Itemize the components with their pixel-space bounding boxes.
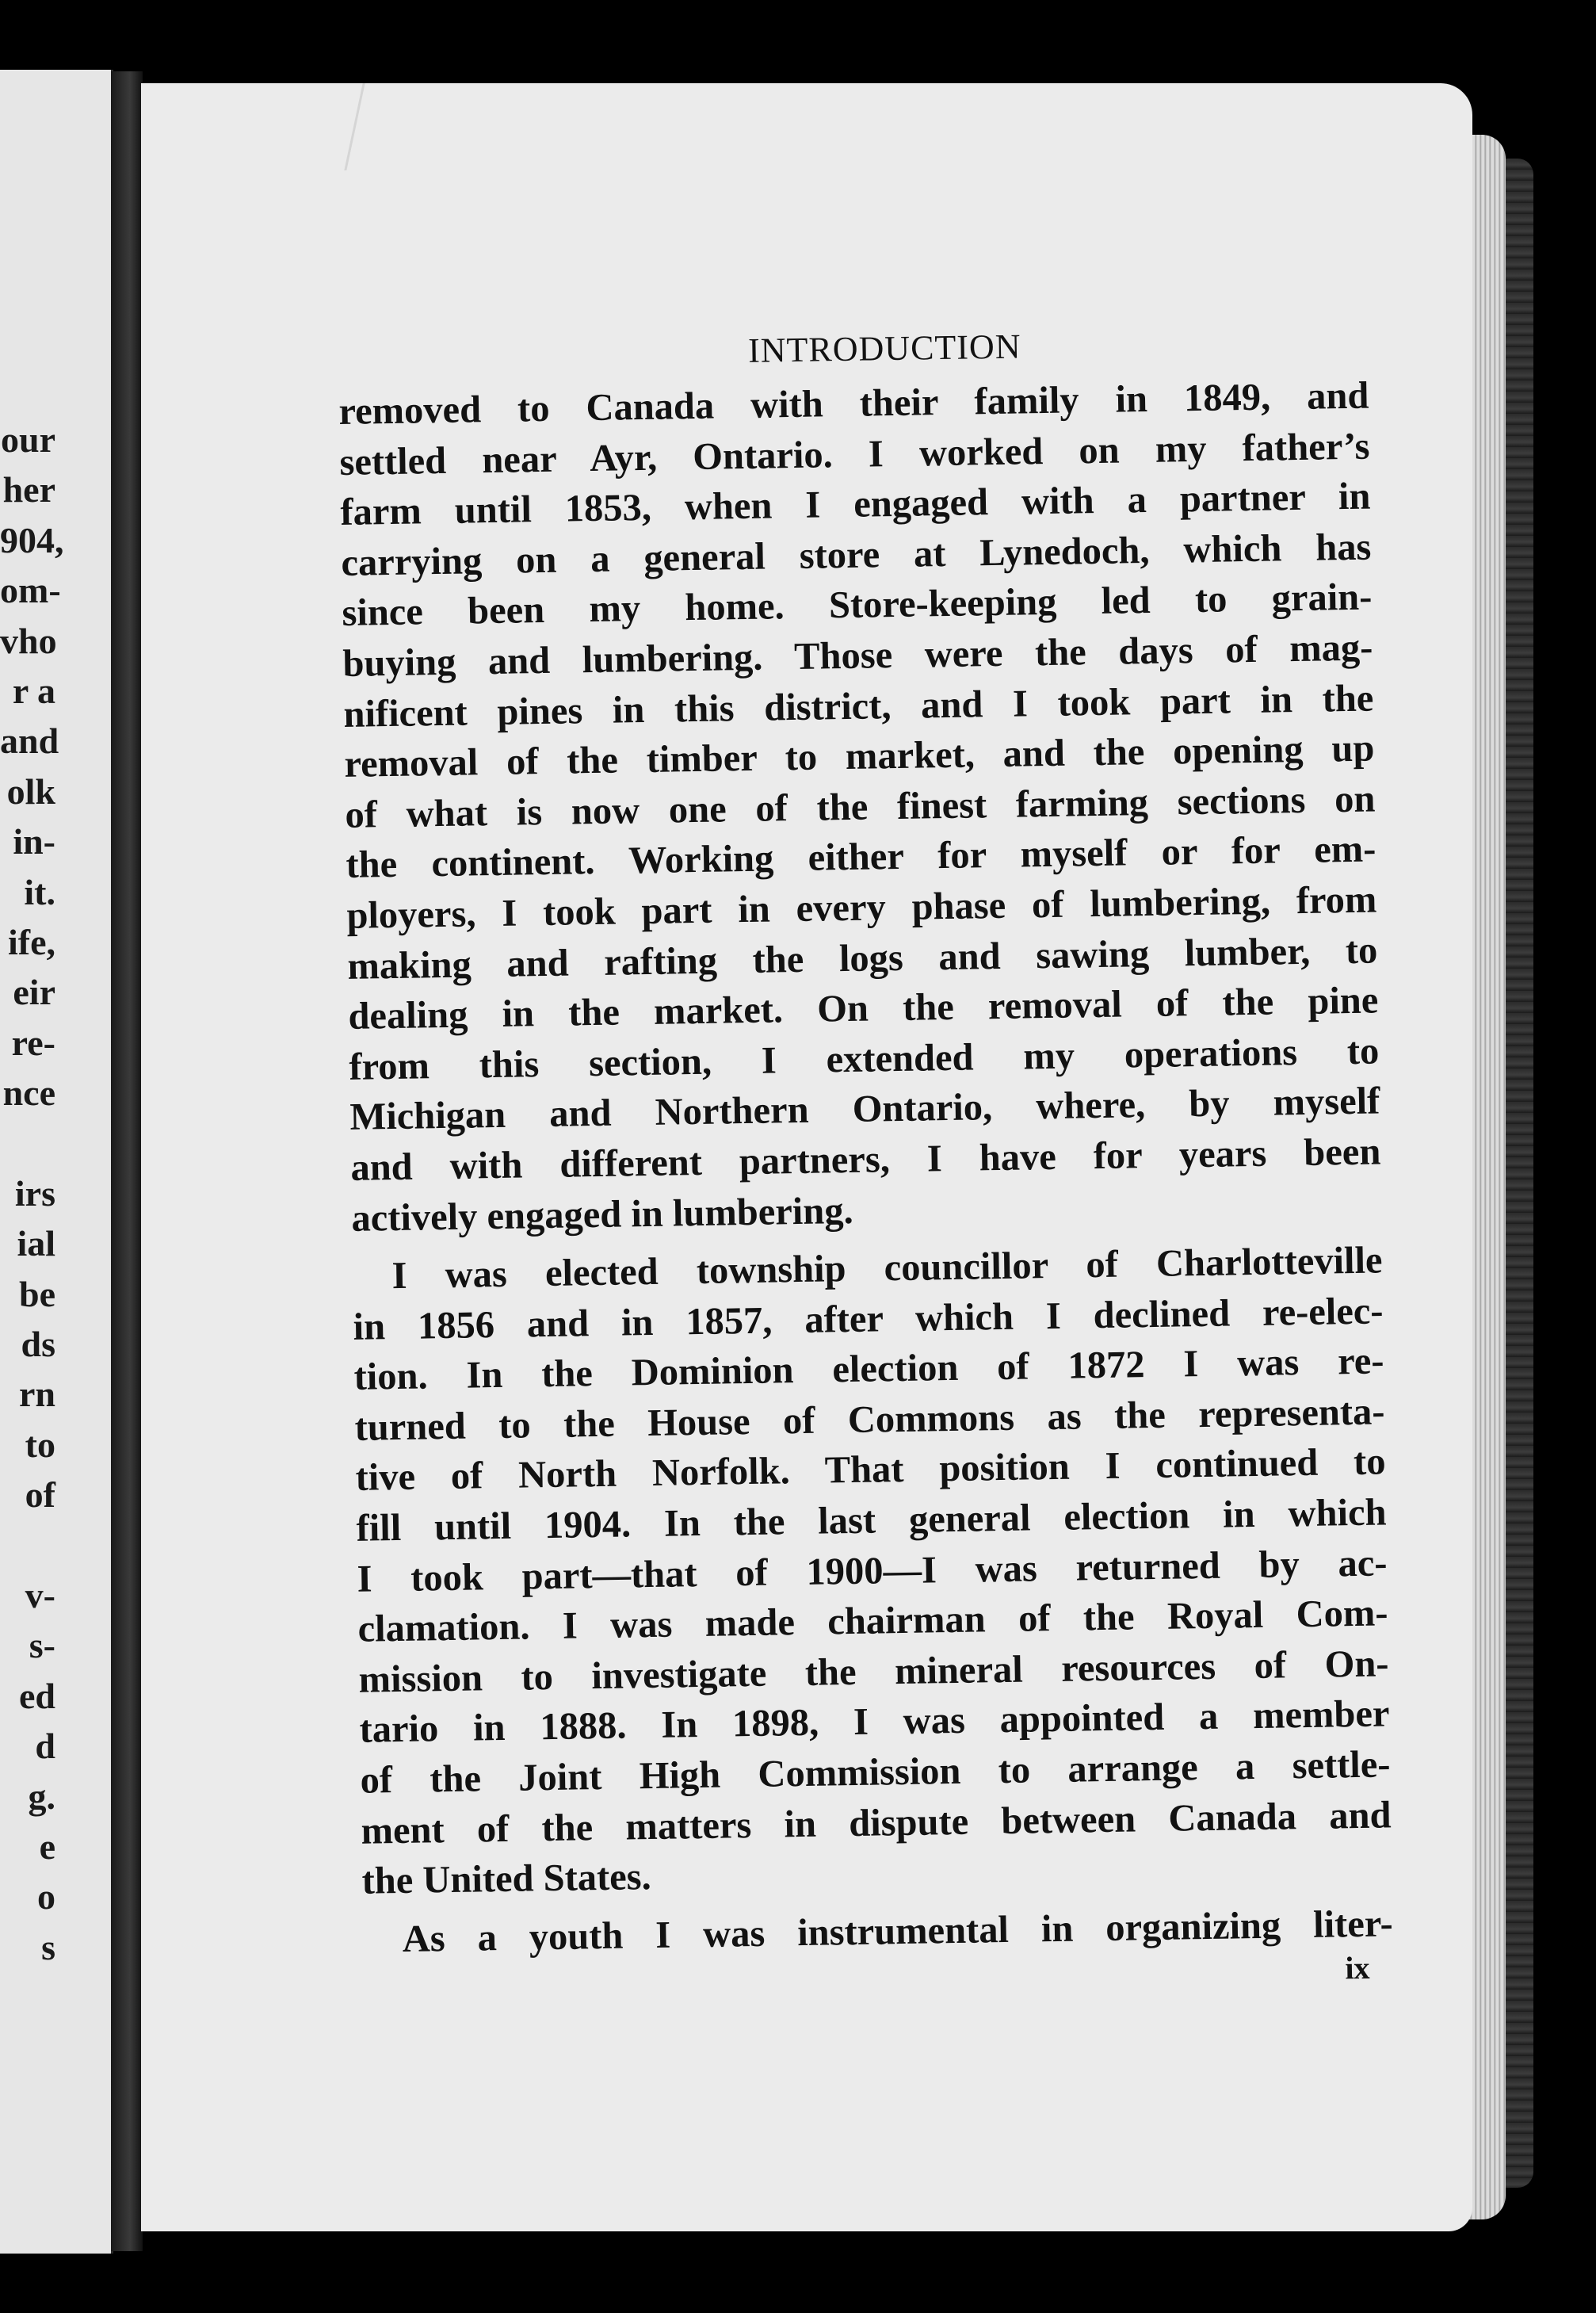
text-line: tive of North Norfolk. That position I continued to xyxy=(355,1440,1386,1500)
text-line: buying and lumbering. Those were the days of mag- xyxy=(342,626,1373,685)
left-page-fragment: ial xyxy=(17,1223,55,1264)
text-line: making and rafting the logs and sawing lumber, to xyxy=(347,929,1378,988)
left-page-text-fragments xyxy=(0,415,111,1972)
text-line: of what is now one of the finest farming sections on xyxy=(345,778,1376,836)
text-line: farm until 1853, when I engaged with a partner in xyxy=(340,475,1371,534)
left-page-fragment: of xyxy=(25,1474,55,1516)
text-line: in 1856 and in 1857, after which I declined re-elec- xyxy=(353,1290,1384,1348)
left-page-fragment: o xyxy=(37,1876,55,1917)
left-page-fragment: rn xyxy=(19,1374,55,1415)
text-line: I was elected township councillor of Charlotteville xyxy=(391,1239,1383,1298)
left-page-fragment: s xyxy=(41,1926,55,1967)
left-page-fragment: and xyxy=(0,721,59,762)
text-line: from this section, I extended my operations to xyxy=(349,1030,1380,1088)
left-facing-page xyxy=(0,70,113,2254)
page-content xyxy=(338,321,1394,2003)
left-page-fragment: vho xyxy=(0,620,57,661)
page-crease xyxy=(344,83,388,170)
left-page-fragment: e xyxy=(39,1826,55,1867)
left-page-fragment: nce xyxy=(2,1072,55,1114)
text-line: tion. In the Dominion election of 1872 I was re- xyxy=(353,1340,1384,1399)
text-line: settled near Ayr, Ontario. I worked on my father’s xyxy=(339,425,1370,484)
left-page-fragment: her xyxy=(2,469,55,510)
left-page-fragment: g. xyxy=(28,1776,55,1817)
text-line: and with different partners, I have for years been xyxy=(350,1130,1381,1189)
body-text xyxy=(338,371,1393,1966)
left-page-fragment: it. xyxy=(24,871,55,912)
left-page-fragment: olk xyxy=(6,770,55,812)
page-number: ix xyxy=(1345,1950,1370,1986)
text-line: Michigan and Northern Ontario, where, by myself xyxy=(349,1080,1380,1139)
text-line: of the Joint High Commission to arrange a settle- xyxy=(360,1743,1391,1802)
text-line: mission to investigate the mineral resources of On- xyxy=(358,1642,1389,1701)
left-page-fragment: to xyxy=(25,1424,55,1465)
left-page-fragment xyxy=(0,1118,111,1168)
text-line: ployers, I took part in every phase of lumbering, from xyxy=(346,878,1377,937)
text-line: carrying on a general store at Lynedoch, which has xyxy=(341,526,1372,584)
paragraph xyxy=(338,371,1382,1244)
left-page-fragment: be xyxy=(19,1273,55,1314)
text-line: I took part—that of 1900—I was returned by ac- xyxy=(357,1542,1388,1600)
left-page-fragment: 904, xyxy=(0,519,64,560)
text-line: removal of the timber to market, and the opening up xyxy=(344,727,1375,786)
text-line: turned to the House of Commons as the representa- xyxy=(354,1390,1385,1449)
left-page-fragment xyxy=(0,1520,111,1570)
running-head: INTRODUCTION xyxy=(747,327,1021,370)
text-line: As a youth I was instrumental in organizing liter- xyxy=(402,1902,1394,1960)
left-page-fragment: re- xyxy=(11,1022,55,1063)
book-gutter xyxy=(111,71,143,2251)
left-page-fragment: irs xyxy=(14,1172,55,1214)
text-line: actively engaged in lumbering. xyxy=(351,1189,853,1240)
text-line: tario in 1888. In 1898, I was appointed a member xyxy=(359,1692,1390,1752)
text-line: clamation. I was made chairman of the Royal Com- xyxy=(357,1592,1388,1651)
left-page-fragment: ed xyxy=(19,1675,55,1716)
left-page-fragment: eir xyxy=(13,972,55,1013)
text-line: dealing in the market. On the removal of the pine xyxy=(348,979,1379,1038)
left-page-fragment: in- xyxy=(13,821,55,862)
right-page xyxy=(141,83,1472,2231)
text-line: the continent. Working either for myself or for em- xyxy=(346,828,1376,887)
left-page-fragment: om- xyxy=(0,570,61,611)
paragraph xyxy=(352,1236,1392,1907)
left-page-fragment: ife, xyxy=(7,921,55,962)
text-line: removed to Canada with their family in 1849, and xyxy=(338,374,1369,433)
text-line: nificent pines in this district, and I took part in the xyxy=(343,677,1374,736)
book-cover-edge xyxy=(1502,159,1533,2188)
text-line: the United States. xyxy=(361,1856,652,1902)
text-line: fill until 1904. In the last general election in which xyxy=(356,1491,1387,1550)
left-page-fragment: our xyxy=(1,419,55,460)
left-page-fragment: v- xyxy=(25,1574,55,1615)
left-page-fragment: r a xyxy=(12,670,55,711)
left-page-fragment: s- xyxy=(29,1625,55,1666)
left-page-fragment: ds xyxy=(21,1324,55,1365)
text-line: ment of the matters in dispute between Canada and xyxy=(361,1793,1392,1852)
left-page-fragment: d xyxy=(35,1726,55,1767)
text-line: since been my home. Store-keeping led to grain- xyxy=(342,575,1373,635)
